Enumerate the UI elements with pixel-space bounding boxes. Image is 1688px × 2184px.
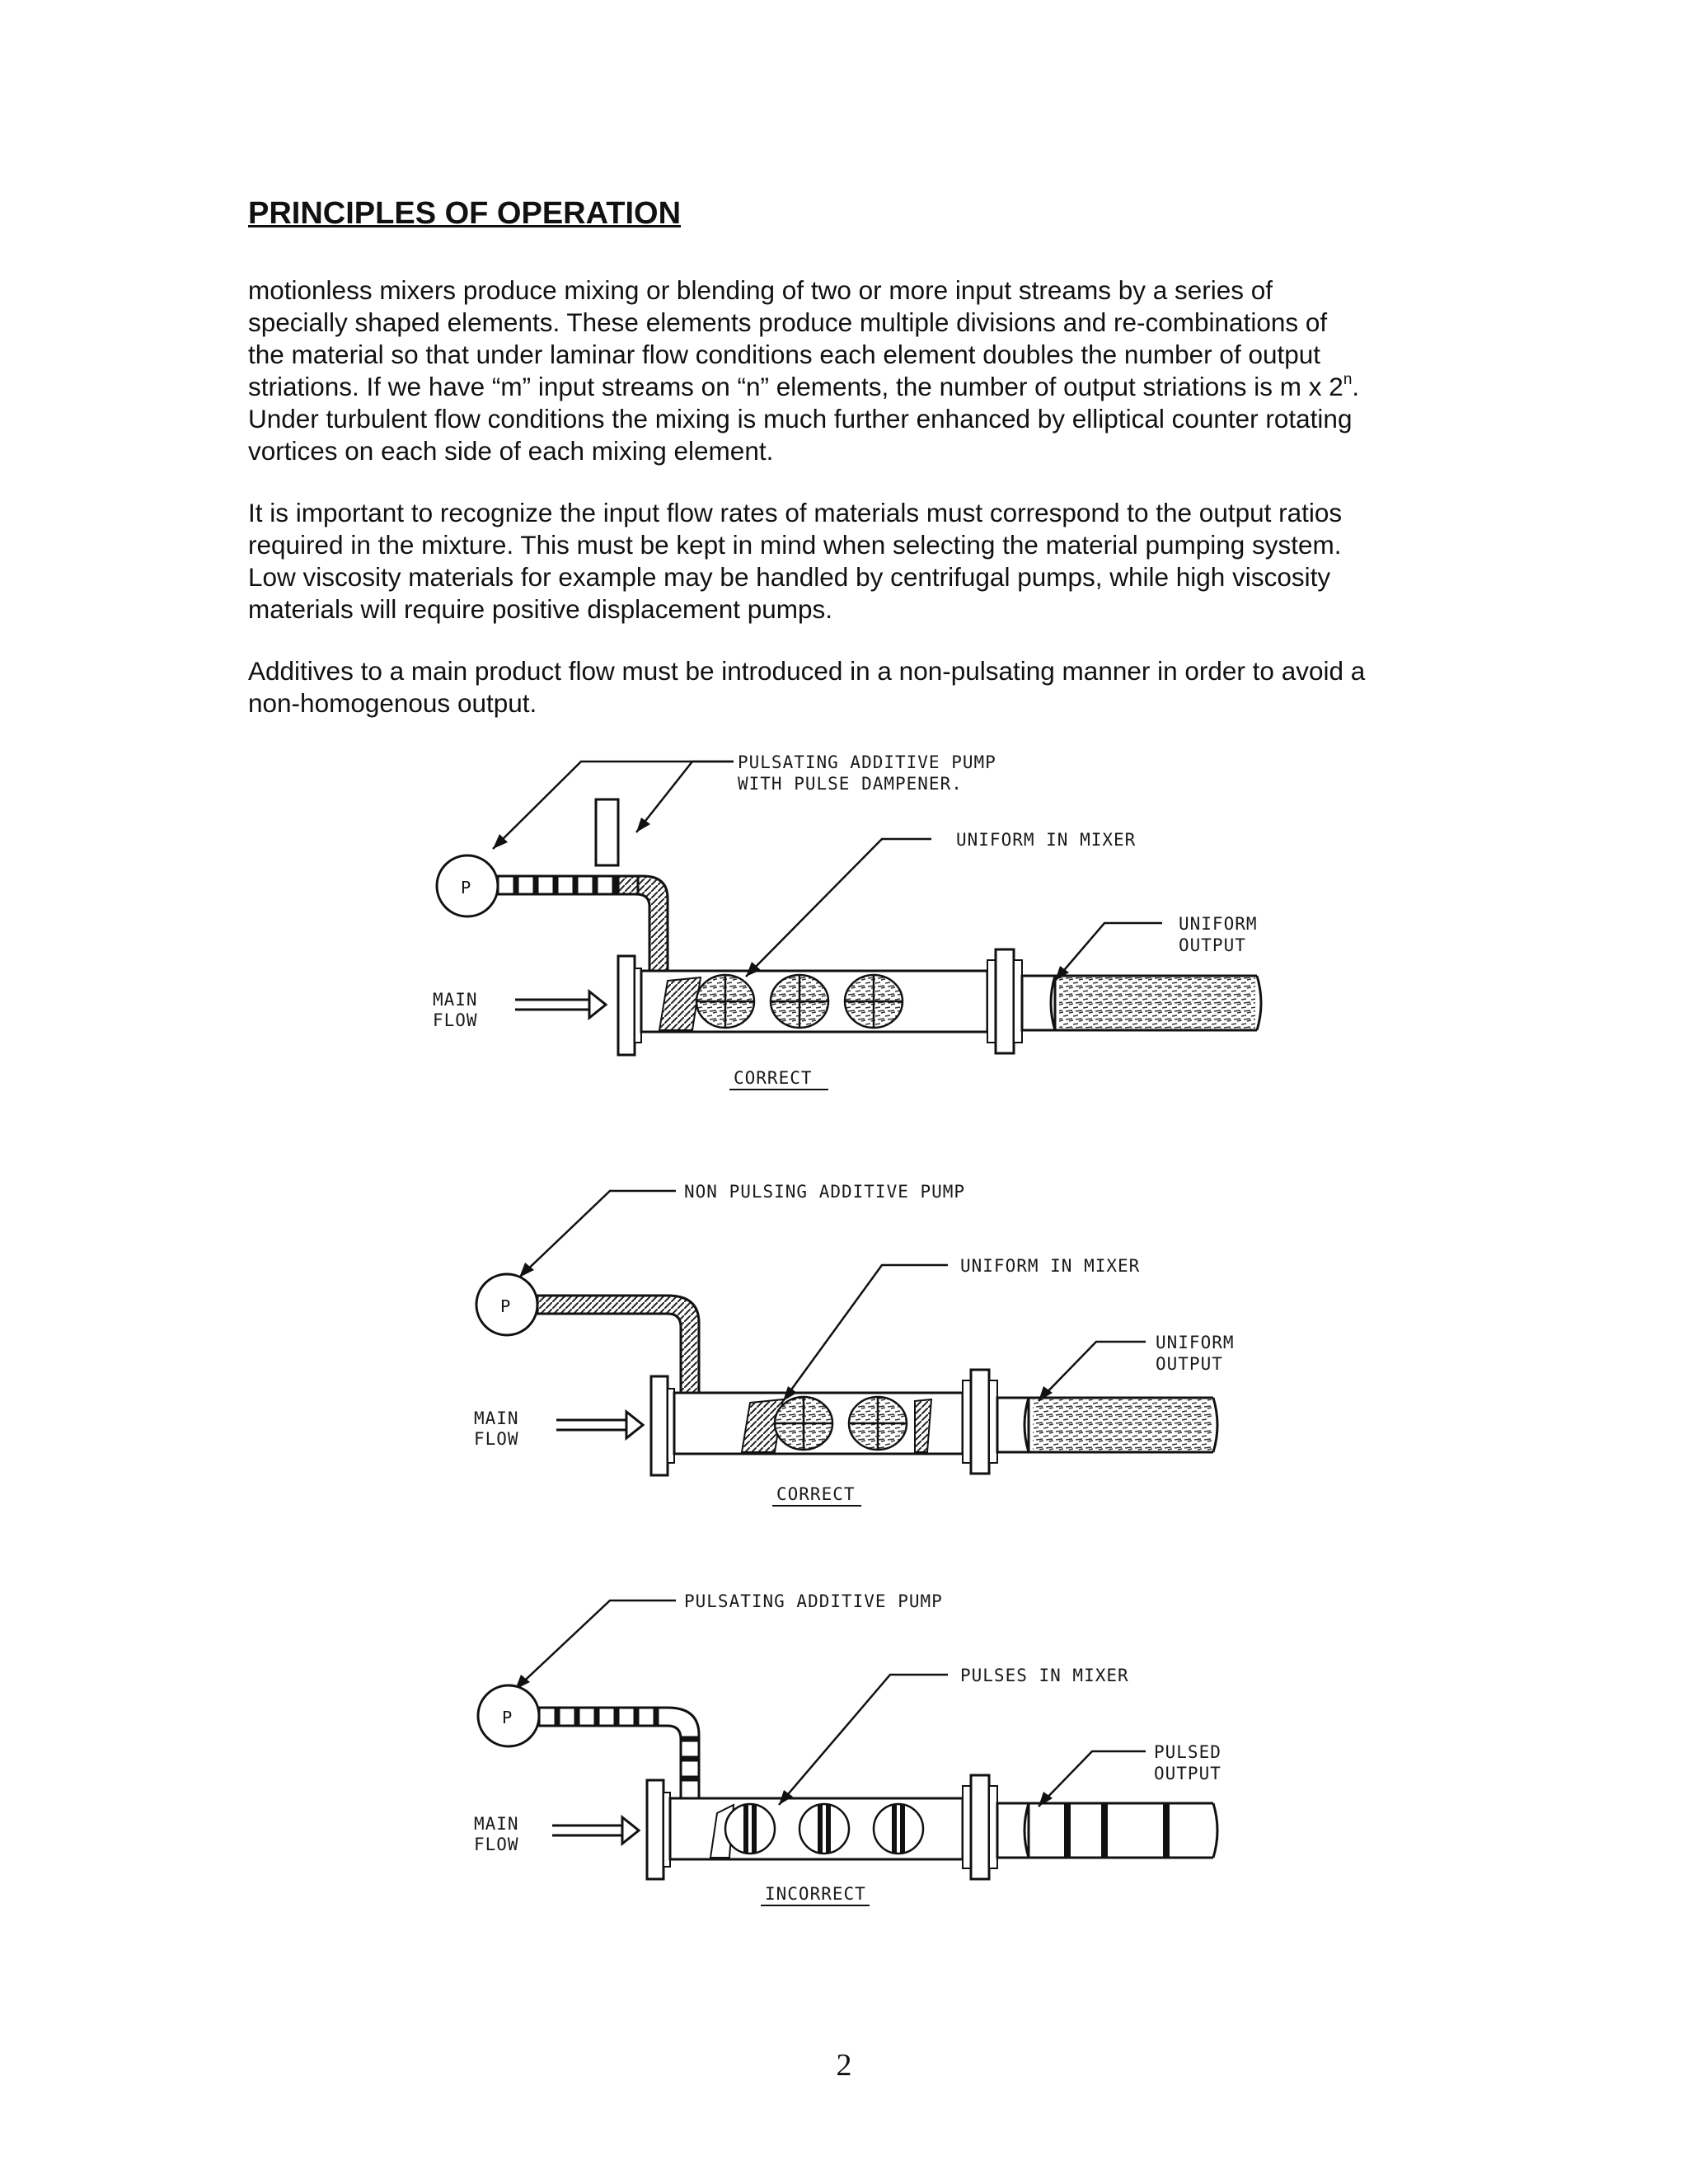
output-label-line2: OUTPUT: [1179, 935, 1246, 955]
diagram-pulse-dampener-correct: [420, 733, 1319, 1113]
output-label-line2: OUTPUT: [1156, 1354, 1223, 1374]
pump-label-line2: WITH PULSE DAMPENER.: [738, 774, 963, 794]
mixer-label: UNIFORM IN MIXER: [960, 1256, 1141, 1276]
pulse-dampener: [596, 799, 618, 865]
main-flow-label: MAIN: [474, 1814, 519, 1834]
main-flow-label: MAIN: [474, 1408, 519, 1428]
pump-letter: P: [500, 1296, 511, 1316]
output-label-line2: OUTPUT: [1154, 1764, 1221, 1783]
text-line: It is important to recognize the input flow rates of materials must correspond to the output ratios: [248, 498, 1343, 527]
page-number: 2: [836, 2048, 852, 2083]
text-line: non-homogenous output.: [248, 688, 537, 718]
sentence-end: .: [1352, 372, 1360, 401]
diagram-pulsating-incorrect: [420, 1574, 1319, 1945]
output-label: UNIFORM: [1179, 914, 1258, 934]
text-line: required in the mixture. This must be kept in mind when selecting the material pumping system.: [248, 530, 1342, 560]
striation-text: striations. If we have “m” input streams on “n” elements, the number of output striations is m x 2: [248, 372, 1343, 401]
mixer-diagram-svg: [420, 733, 1319, 1113]
text-line: the material so that under laminar flow conditions each element doubles the number of output: [248, 340, 1321, 369]
paragraph-mixing-principle: [248, 274, 1451, 467]
pump-label: PULSATING ADDITIVE PUMP: [738, 752, 996, 772]
output-label: UNIFORM: [1156, 1333, 1235, 1352]
text-line: Low viscosity materials for example may be handled by centrifugal pumps, while high viscosity: [248, 562, 1331, 592]
text-line: Under turbulent flow conditions the mixing is much further enhanced by elliptical counter rotating: [248, 404, 1353, 434]
paragraph-additives: [248, 655, 1451, 719]
main-flow-label: MAIN: [433, 990, 478, 1010]
pump-label: NON PULSING ADDITIVE PUMP: [684, 1182, 966, 1202]
mixer-diagram-svg: [420, 1170, 1319, 1533]
diagram-non-pulsing-correct: [420, 1170, 1319, 1533]
exponent-n: n: [1343, 371, 1353, 388]
text-line: materials will require positive displacement pumps.: [248, 594, 833, 624]
pump-letter: P: [502, 1708, 513, 1727]
mixer-label: PULSES IN MIXER: [960, 1666, 1129, 1685]
text-line: [248, 371, 1451, 403]
text-line: specially shaped elements. These elements produce multiple divisions and re-combinations of: [248, 307, 1328, 337]
mixer-label: UNIFORM IN MIXER: [956, 830, 1137, 850]
pump-label: PULSATING ADDITIVE PUMP: [684, 1591, 943, 1611]
section-heading: PRINCIPLES OF OPERATION: [248, 196, 682, 231]
text-line: motionless mixers produce mixing or blending of two or more input streams by a series of: [248, 275, 1273, 305]
text-line: vortices on each side of each mixing element.: [248, 436, 774, 466]
text-line: Additives to a main product flow must be introduced in a non-pulsating manner in order to avoid a: [248, 656, 1366, 686]
main-flow-label-line2: FLOW: [433, 1010, 478, 1030]
verdict-label: CORRECT: [734, 1068, 813, 1088]
verdict-label: CORRECT: [776, 1484, 856, 1504]
verdict-label: INCORRECT: [765, 1884, 866, 1904]
mixer-diagram-svg: [420, 1574, 1319, 1945]
output-label: PULSED: [1154, 1742, 1221, 1762]
paragraph-flow-rates: [248, 497, 1451, 626]
main-flow-label-line2: FLOW: [474, 1429, 519, 1449]
main-flow-label-line2: FLOW: [474, 1835, 519, 1854]
pump-letter: P: [461, 878, 471, 898]
